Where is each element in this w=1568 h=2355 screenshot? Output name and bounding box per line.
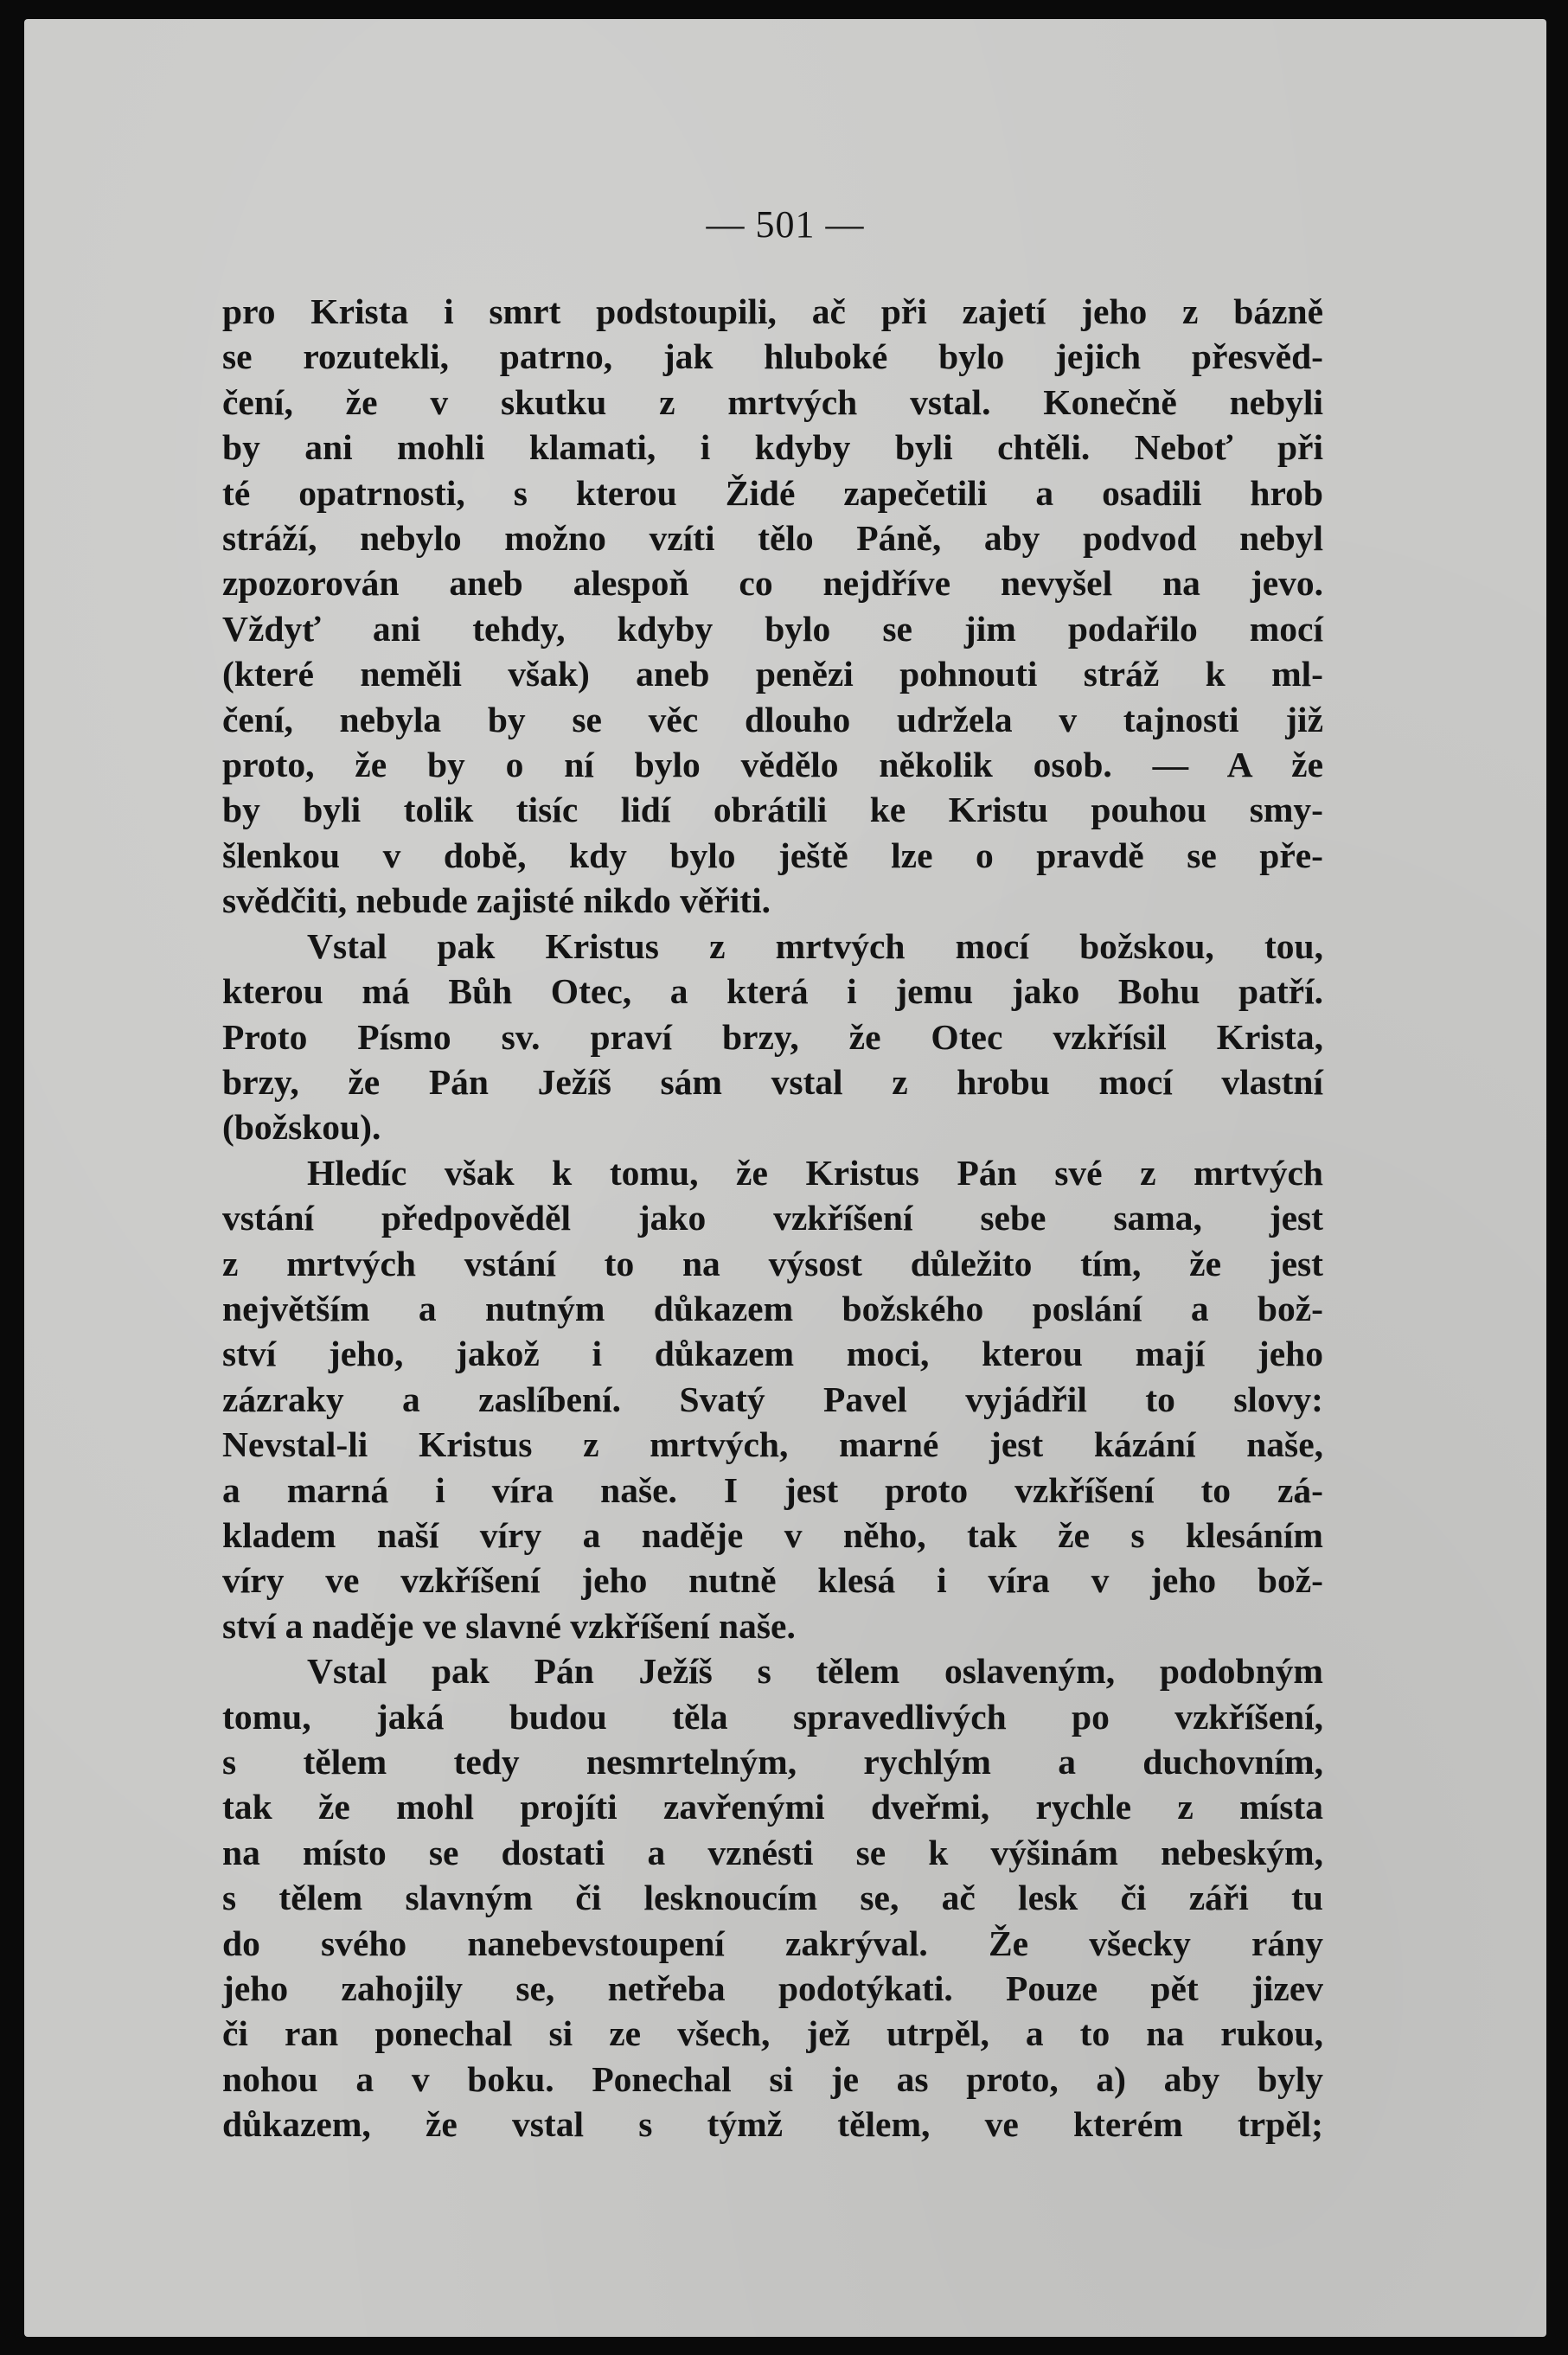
- text-line: důkazem, že vstal s týmž tělem, ve kterém trpěl;: [222, 2104, 1323, 2145]
- text-line: na místo se dostati a vznésti se k výšinám nebeským,: [222, 1832, 1323, 1872]
- text-line: ství jeho, jakož i důkazem moci, kterou mají jeho: [222, 1334, 1323, 1374]
- text-line: kladem naší víry a naděje v něho, tak že s klesáním: [222, 1514, 1323, 1555]
- page-number: — 501 —: [706, 203, 865, 246]
- text-line: z mrtvých vstání to na výsost důležito tím, že jest: [222, 1243, 1323, 1283]
- text-line: Proto Písmo sv. praví brzy, že Otec vzkřísil Krista,: [222, 1016, 1323, 1057]
- text-line: zpozorován aneb alespoň co nejdříve nevyšel na jevo.: [222, 563, 1323, 604]
- text-line: (božskou).: [222, 1107, 381, 1148]
- book-page: [24, 19, 1546, 2337]
- text-line: Vždyť ani tehdy, kdyby bylo se jim podařilo mocí: [222, 608, 1323, 649]
- text-line: čení, že v skutku z mrtvých vstal. Konečně nebyli: [222, 381, 1323, 422]
- text-line: do svého nanebevstoupení zakrýval. Že všecky rány: [222, 1923, 1323, 1963]
- text-line: kterou má Bůh Otec, a která i jemu jako Bohu patří.: [222, 971, 1323, 1012]
- body-text: [222, 289, 1323, 2147]
- text-line: pro Krista i smrt podstoupili, ač při zajetí jeho z bázně: [222, 291, 1323, 331]
- text-line: či ran ponechal si ze všech, jež utrpěl, a to na rukou,: [222, 2013, 1323, 2054]
- text-line: proto, že by o ní bylo vědělo několik osob. — A že: [222, 745, 1323, 785]
- text-line: tomu, jaká budou těla spravedlivých po vzkříšení,: [222, 1696, 1323, 1737]
- text-line: jeho zahojily se, netřeba podotýkati. Pouze pět jizev: [222, 1968, 1323, 2009]
- text-line: zázraky a zaslíbení. Svatý Pavel vyjádřil to slovy:: [222, 1379, 1323, 1419]
- text-line: čení, nebyla by se věc dlouho udržela v tajnosti již: [222, 699, 1323, 739]
- text-line: nohou a v boku. Ponechal si je as proto, a) aby byly: [222, 2058, 1323, 2099]
- paragraph-start: Hledíc však k tomu, že Kristus Pán své z mrtvých: [307, 1152, 1323, 1193]
- text-line: té opatrnosti, s kterou Židé zapečetili a osadili hrob: [222, 472, 1323, 513]
- text-line: s tělem slavným či lesknoucím se, ač lesk či záři tu: [222, 1878, 1323, 1918]
- text-line: ství a naděje ve slavné vzkříšení naše.: [222, 1605, 796, 1646]
- text-line: a marná i víra naše. I jest proto vzkříšení to zá-: [222, 1469, 1323, 1510]
- text-line: stráží, nebylo možno vzíti tělo Páně, aby podvod nebyl: [222, 518, 1323, 559]
- text-line: s tělem tedy nesmrtelným, rychlým a duchovním,: [222, 1742, 1323, 1782]
- text-line: víry ve vzkříšení jeho nutně klesá i víra v jeho bož-: [222, 1560, 1323, 1601]
- paragraph-start: Vstal pak Pán Ježíš s tělem oslaveným, podobným: [307, 1651, 1323, 1692]
- text-line: tak že mohl projíti zavřenými dveřmi, rychle z místa: [222, 1787, 1323, 1827]
- text-line: svědčiti, nebude zajisté nikdo věřiti.: [222, 880, 771, 921]
- paragraph-start: Vstal pak Kristus z mrtvých mocí božskou, tou,: [307, 925, 1323, 966]
- text-line: brzy, že Pán Ježíš sám vstal z hrobu mocí vlastní: [222, 1061, 1323, 1102]
- text-line: se rozutekli, patrno, jak hluboké bylo jejich přesvěd-: [222, 336, 1323, 377]
- text-line: největším a nutným důkazem božského poslání a bož-: [222, 1288, 1323, 1328]
- text-line: Nevstal-li Kristus z mrtvých, marné jest kázání naše,: [222, 1424, 1323, 1465]
- text-line: by byli tolik tisíc lidí obrátili ke Kristu pouhou smy-: [222, 790, 1323, 830]
- text-line: šlenkou v době, kdy bylo ještě lze o pravdě se pře-: [222, 835, 1323, 875]
- text-line: by ani mohli klamati, i kdyby byli chtěli. Neboť při: [222, 427, 1323, 468]
- text-line: vstání předpověděl jako vzkříšení sebe sama, jest: [222, 1198, 1323, 1238]
- text-line: (které neměli však) aneb penězi pohnouti stráž k ml-: [222, 654, 1323, 694]
